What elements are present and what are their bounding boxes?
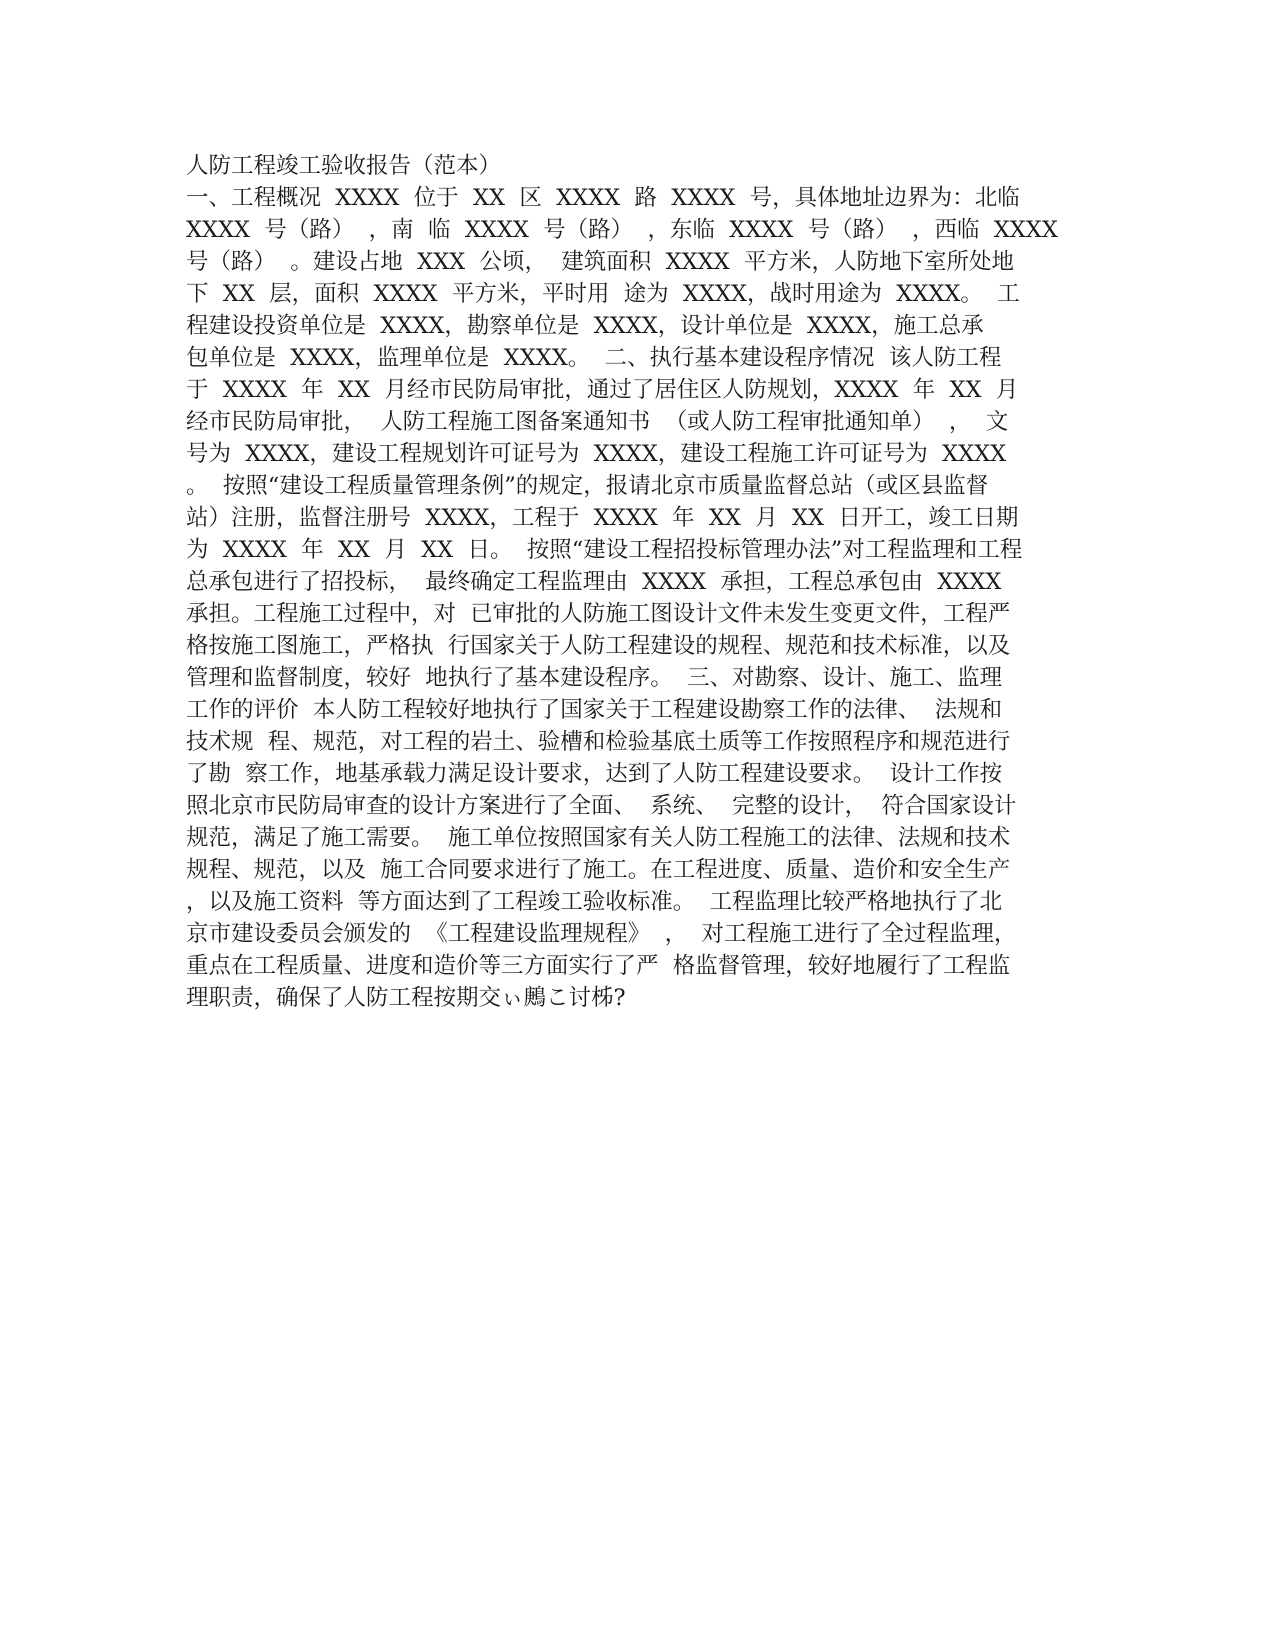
body-line: 站）注册，监督注册号 XXXX，工程于 XXXX 年 XX 月 XX 日开工，竣工日期	[186, 505, 1019, 531]
body-line: 下 XX 层，面积 XXXX 平方米，平时用 途为 XXXX，战时用途为 XXXX。 工	[186, 281, 1020, 307]
body-line: 工作的评价 本人防工程较好地执行了国家关于工程建设勘察工作的法律、 法规和	[186, 697, 1003, 723]
body-line: 号（路） 。建设占地 XXX 公顷， 建筑面积 XXXX 平方米，人防地下室所处地	[186, 249, 1014, 275]
body-line: 程建设投资单位是 XXXX，勘察单位是 XXXX，设计单位是 XXXX，施工总承	[186, 313, 984, 339]
body-line: XXXX 号（路） ，南 临 XXXX 号（路） ，东临 XXXX 号（路） ，西临 XXXX	[186, 217, 1058, 243]
body-line: 重点在工程质量、进度和造价等三方面实行了严 格监督管理，较好地履行了工程监	[186, 953, 1011, 979]
body-line: 号为 XXXX，建设工程规划许可证号为 XXXX，建设工程施工许可证号为 XXXX	[186, 441, 1007, 467]
body-line: 规范，满足了施工需要。 施工单位按照国家有关人防工程施工的法律、法规和技术	[186, 825, 1011, 851]
body-line: 一、工程概况 XXXX 位于 XX 区 XXXX 路 XXXX 号，具体地址边界为：北临	[186, 185, 1020, 211]
body-line: 技术规 程、规范，对工程的岩土、验槽和检验基底土质等工作按照程序和规范进行	[186, 729, 1011, 755]
body-line: 为 XXXX 年 XX 月 XX 日。 按照“建设工程招投标管理办法”对工程监理和工程	[186, 537, 1023, 563]
body-line: 于 XXXX 年 XX 月经市民防局审批，通过了居住区人防规划，XXXX 年 XX 月	[186, 377, 1019, 403]
body-line: 总承包进行了招投标， 最终确定工程监理由 XXXX 承担，工程总承包由 XXXX	[186, 569, 1002, 595]
body-line: 京市建设委员会颁发的 《工程建设监理规程》 ， 对工程施工进行了全过程监理，	[186, 921, 1017, 947]
body-line: 了勘 察工作，地基承载力满足设计要求，达到了人防工程建设要求。 设计工作按	[186, 761, 1003, 787]
body-line: 格按施工图施工，严格执 行国家关于人防工程建设的规程、规范和技术标准，以及	[186, 633, 1011, 659]
body-line: 管理和监督制度，较好 地执行了基本建设程序。 三、对勘察、设计、施工、监理	[186, 665, 1003, 691]
body-line: 承担。工程施工过程中，对 已审批的人防施工图设计文件未发生变更文件，工程严	[186, 601, 1011, 627]
body-line: ，以及施工资料 等方面达到了工程竣工验收标准。 工程监理比较严格地执行了北	[186, 889, 1003, 915]
body-line: 理职责，确保了人防工程按期交ぃ鶊こ讨柹?	[186, 985, 626, 1011]
document-title: 人防工程竣工验收报告（范本）	[186, 153, 502, 179]
body-line: 。 按照“建设工程质量管理条例”的规定，报请北京市质量监督总站（或区县监督	[186, 473, 989, 499]
body-line: 照北京市民防局审查的设计方案进行了全面、 系统、 完整的设计， 符合国家设计	[186, 793, 1017, 819]
body-line: 规程、规范，以及 施工合同要求进行了施工。在工程进度、质量、造价和安全生产	[186, 857, 1011, 883]
document-body	[186, 150, 1126, 1014]
body-line: 经市民防局审批， 人防工程施工图备案通知书 （或人防工程审批通知单） ， 文	[186, 409, 1009, 435]
body-line: 包单位是 XXXX，监理单位是 XXXX。 二、执行基本建设程序情况 该人防工程	[186, 345, 1002, 371]
